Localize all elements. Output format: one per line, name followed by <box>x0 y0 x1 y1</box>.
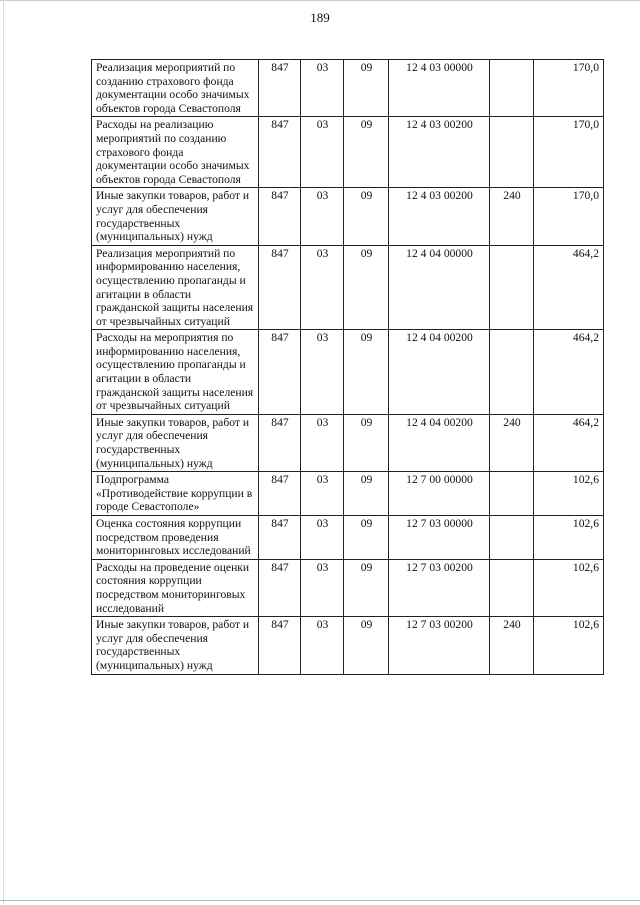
row-name-cell: Расходы на реализацию мероприятий по созданию страхового фонда документации особо значимых объектов города Севастополя <box>92 117 259 188</box>
row-section-cell: 03 <box>301 188 344 245</box>
row-expense-type-cell <box>490 245 534 330</box>
row-expense-type-cell <box>490 117 534 188</box>
row-gov-code-cell: 847 <box>259 414 301 471</box>
row-gov-code-cell: 847 <box>259 472 301 516</box>
row-expense-type-cell <box>490 330 534 415</box>
row-subsection-cell: 09 <box>344 617 389 674</box>
row-target-article-cell: 12 4 04 00200 <box>389 414 490 471</box>
row-section-cell: 03 <box>301 559 344 616</box>
table-row <box>92 617 604 674</box>
row-name-cell: Иные закупки товаров, работ и услуг для обеспечения государственных (муниципальных) нужд <box>92 414 259 471</box>
row-section-cell: 03 <box>301 60 344 117</box>
row-amount-cell: 464,2 <box>534 330 604 415</box>
row-section-cell: 03 <box>301 245 344 330</box>
row-section-cell: 03 <box>301 414 344 471</box>
table-row <box>92 117 604 188</box>
row-expense-type-cell <box>490 60 534 117</box>
row-amount-cell: 170,0 <box>534 60 604 117</box>
row-subsection-cell: 09 <box>344 472 389 516</box>
row-subsection-cell: 09 <box>344 60 389 117</box>
table-body <box>92 60 604 675</box>
row-section-cell: 03 <box>301 617 344 674</box>
row-section-cell: 03 <box>301 117 344 188</box>
row-name-cell: Реализация мероприятий по информированию населения, осуществлению пропаганды и агитации в области гражданской защиты населения от чрезвычайных ситуаций <box>92 245 259 330</box>
table-row <box>92 330 604 415</box>
row-expense-type-cell <box>490 559 534 616</box>
scan-edge-top <box>0 0 640 1</box>
row-section-cell: 03 <box>301 330 344 415</box>
scan-edge-bottom <box>0 900 640 901</box>
row-subsection-cell: 09 <box>344 188 389 245</box>
row-section-cell: 03 <box>301 472 344 516</box>
row-name-cell: Реализация мероприятий по созданию страхового фонда документации особо значимых объектов города Севастополя <box>92 60 259 117</box>
row-target-article-cell: 12 4 03 00200 <box>389 117 490 188</box>
row-amount-cell: 102,6 <box>534 472 604 516</box>
table-row <box>92 516 604 560</box>
table-row <box>92 188 604 245</box>
row-gov-code-cell: 847 <box>259 188 301 245</box>
row-gov-code-cell: 847 <box>259 117 301 188</box>
row-target-article-cell: 12 4 04 00000 <box>389 245 490 330</box>
row-amount-cell: 464,2 <box>534 245 604 330</box>
row-gov-code-cell: 847 <box>259 559 301 616</box>
row-section-cell: 03 <box>301 516 344 560</box>
scan-edge-left <box>3 0 4 905</box>
table-row <box>92 60 604 117</box>
row-amount-cell: 170,0 <box>534 117 604 188</box>
table-row <box>92 559 604 616</box>
row-target-article-cell: 12 7 03 00000 <box>389 516 490 560</box>
row-gov-code-cell: 847 <box>259 245 301 330</box>
row-name-cell: Иные закупки товаров, работ и услуг для обеспечения государственных (муниципальных) нужд <box>92 188 259 245</box>
row-subsection-cell: 09 <box>344 414 389 471</box>
row-target-article-cell: 12 7 03 00200 <box>389 559 490 616</box>
row-gov-code-cell: 847 <box>259 516 301 560</box>
row-name-cell: Иные закупки товаров, работ и услуг для обеспечения государственных (муниципальных) нужд <box>92 617 259 674</box>
row-gov-code-cell: 847 <box>259 60 301 117</box>
row-expense-type-cell: 240 <box>490 617 534 674</box>
row-subsection-cell: 09 <box>344 516 389 560</box>
row-expense-type-cell: 240 <box>490 188 534 245</box>
table-row <box>92 245 604 330</box>
row-target-article-cell: 12 4 03 00200 <box>389 188 490 245</box>
row-amount-cell: 102,6 <box>534 559 604 616</box>
row-name-cell: Подпрограмма «Противодействие коррупции в городе Севастополе» <box>92 472 259 516</box>
row-target-article-cell: 12 4 04 00200 <box>389 330 490 415</box>
row-gov-code-cell: 847 <box>259 617 301 674</box>
budget-table <box>91 59 604 675</box>
row-name-cell: Оценка состояния коррупции посредством проведения мониторинговых исследований <box>92 516 259 560</box>
row-expense-type-cell <box>490 516 534 560</box>
row-subsection-cell: 09 <box>344 245 389 330</box>
row-gov-code-cell: 847 <box>259 330 301 415</box>
row-amount-cell: 102,6 <box>534 516 604 560</box>
row-expense-type-cell: 240 <box>490 414 534 471</box>
table-row <box>92 414 604 471</box>
row-target-article-cell: 12 7 03 00200 <box>389 617 490 674</box>
row-amount-cell: 170,0 <box>534 188 604 245</box>
row-subsection-cell: 09 <box>344 117 389 188</box>
row-amount-cell: 102,6 <box>534 617 604 674</box>
row-target-article-cell: 12 7 00 00000 <box>389 472 490 516</box>
table-row <box>92 472 604 516</box>
row-name-cell: Расходы на мероприятия по информированию населения, осуществлению пропаганды и агитации в области гражданской защиты населения от чрезвычайных ситуаций <box>92 330 259 415</box>
row-name-cell: Расходы на проведение оценки состояния коррупции посредством мониторинговых исследований <box>92 559 259 616</box>
row-expense-type-cell <box>490 472 534 516</box>
row-subsection-cell: 09 <box>344 330 389 415</box>
page-number: 189 <box>310 10 330 25</box>
row-subsection-cell: 09 <box>344 559 389 616</box>
row-target-article-cell: 12 4 03 00000 <box>389 60 490 117</box>
row-amount-cell: 464,2 <box>534 414 604 471</box>
